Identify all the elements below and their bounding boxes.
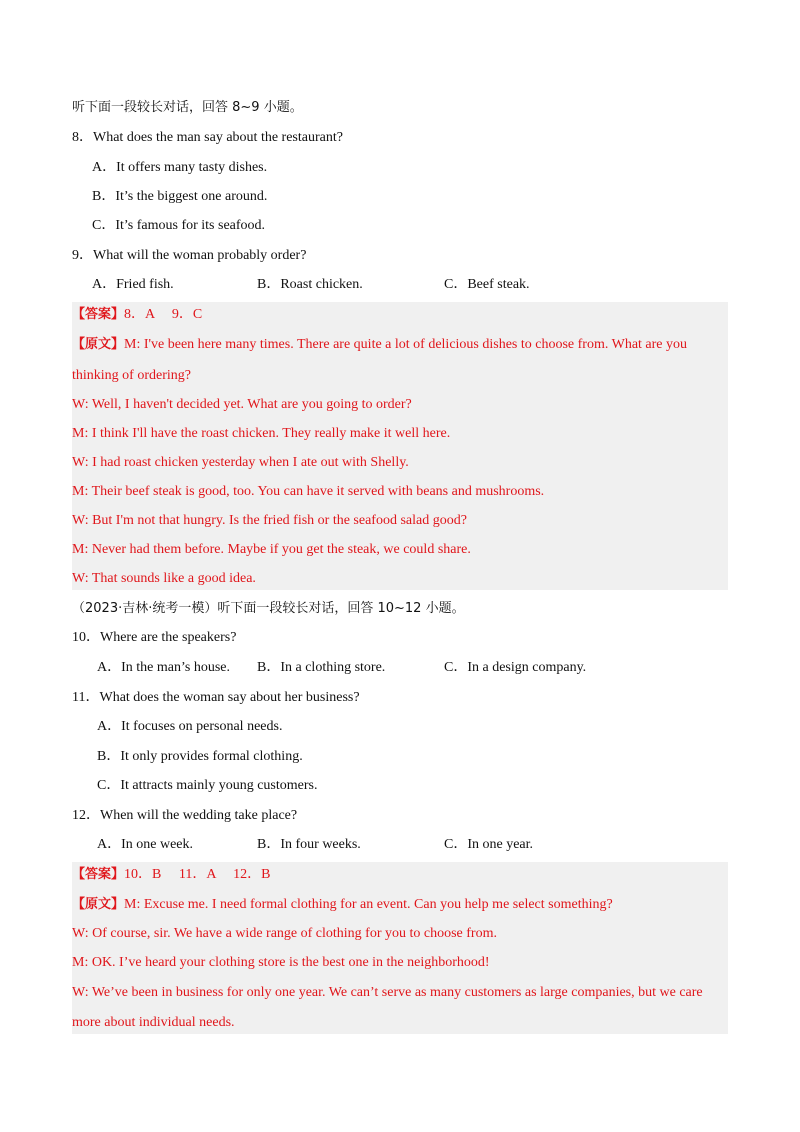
question-9-option-a: A．Fried fish. <box>92 277 174 292</box>
question-8-option-b: B．It’s the biggest one around. <box>92 189 268 204</box>
transcript-line: M: Never had them before. Maybe if you get the steak, we could share. <box>72 542 471 557</box>
section-intro: （2023·吉林·统考一模）听下面一段较长对话，回答 10~12 小题。 <box>72 601 465 616</box>
question-12-option-b: B．In four weeks. <box>257 837 361 852</box>
question-11-option-c: C．It attracts mainly young customers. <box>97 778 318 793</box>
question-11-option-a: A．It focuses on personal needs. <box>97 719 283 734</box>
question-9-option-b: B．Roast chicken. <box>257 277 363 292</box>
question-10-option-a: A．In the man’s house. <box>97 660 230 675</box>
transcript-line: M: Their beef steak is good, too. You can have it served with beans and mushrooms. <box>72 484 545 499</box>
question-11-stem: 11．What does the woman say about her business? <box>72 690 360 705</box>
transcript-line: more about individual needs. <box>72 1015 235 1030</box>
transcript-tag: 【原文】 <box>72 337 125 352</box>
transcript-line: W: We’ve been in business for only one year. We can’t serve as many customers as large companies, but we care <box>72 985 703 1000</box>
answer-line <box>72 865 271 885</box>
transcript-line: W: I had roast chicken yesterday when I ate out with Shelly. <box>72 455 409 470</box>
transcript-line: W: Well, I haven't decided yet. What are you going to order? <box>72 397 412 412</box>
question-12-option-c: C．In one year. <box>444 837 534 852</box>
answer-tag: 【答案】 <box>72 307 125 322</box>
transcript-line: M: OK. I’ve heard your clothing store is the best one in the neighborhood! <box>72 955 490 970</box>
transcript-line: W: But I'm not that hungry. Is the fried fish or the seafood salad good? <box>72 513 467 528</box>
question-12-option-a: A．In one week. <box>97 837 194 852</box>
question-10-option-c: C．In a design company. <box>444 660 587 675</box>
question-10-stem: 10．Where are the speakers? <box>72 630 237 645</box>
transcript-text: M: I've been here many times. There are quite a lot of delicious dishes to choose from. What are you <box>124 337 688 352</box>
answer-text: 8．A 9．C <box>124 307 203 322</box>
answer-line <box>72 305 202 325</box>
question-9-stem: 9．What will the woman probably order? <box>72 248 307 263</box>
question-8-option-c: C．It’s famous for its seafood. <box>92 218 266 233</box>
transcript-line: M: I think I'll have the roast chicken. They really make it well here. <box>72 426 451 441</box>
transcript-tag: 【原文】 <box>72 897 125 912</box>
question-11-option-b: B．It only provides formal clothing. <box>97 749 303 764</box>
transcript-line: W: Of course, sir. We have a wide range of clothing for you to choose from. <box>72 926 497 941</box>
answer-block <box>72 302 728 590</box>
answer-text: 10．B 11．A 12．B <box>124 867 271 882</box>
answer-block <box>72 862 728 1034</box>
transcript-line: W: That sounds like a good idea. <box>72 571 256 586</box>
transcript-line <box>72 895 613 915</box>
question-9-option-c: C．Beef steak. <box>444 277 530 292</box>
question-8-option-a: A．It offers many tasty dishes. <box>92 160 268 175</box>
question-8-stem: 8．What does the man say about the restaurant? <box>72 130 343 145</box>
question-10-option-b: B．In a clothing store. <box>257 660 386 675</box>
answer-tag: 【答案】 <box>72 867 125 882</box>
question-12-stem: 12．When will the wedding take place? <box>72 808 298 823</box>
transcript-line <box>72 335 687 355</box>
section-intro: 听下面一段较长对话，回答 8~9 小题。 <box>72 100 303 115</box>
transcript-text: M: Excuse me. I need formal clothing for an event. Can you help me select something? <box>124 897 613 912</box>
transcript-line: thinking of ordering? <box>72 368 191 383</box>
